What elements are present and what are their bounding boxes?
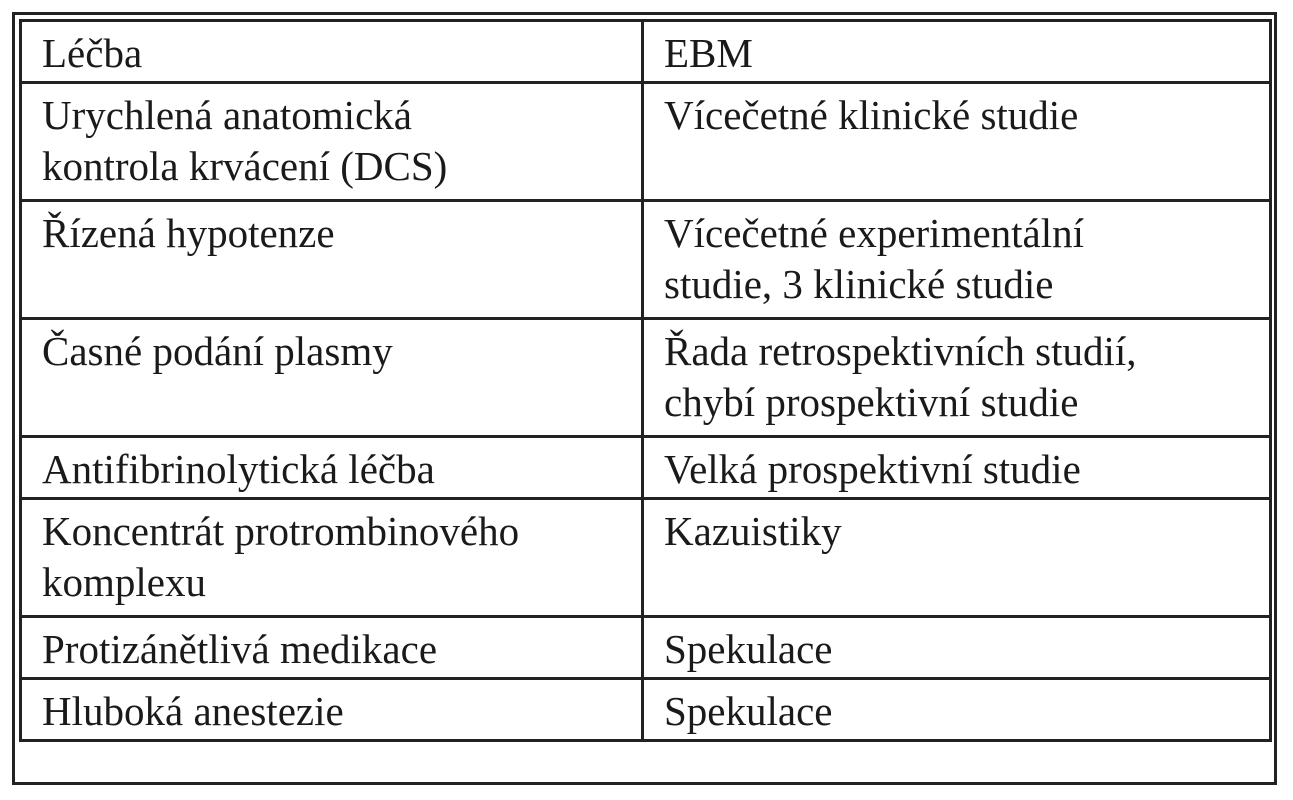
table-row xyxy=(21,83,1271,201)
treatment-cell: Urychlená anatomická kontrola krvácení (DCS) xyxy=(21,83,643,201)
header-cell-ebm: EBM xyxy=(643,21,1271,83)
header-cell-treatment: Léčba xyxy=(21,21,643,83)
evidence-cell: Vícečetné experimentální studie, 3 klinické studie xyxy=(643,201,1271,319)
evidence-cell: Spekulace xyxy=(643,617,1271,679)
treatment-evidence-table xyxy=(19,19,1272,742)
table-row xyxy=(21,679,1271,741)
treatment-cell: Koncentrát protrombinového komplexu xyxy=(21,499,643,617)
evidence-cell: Velká prospektivní studie xyxy=(643,437,1271,499)
treatment-cell: Antifibrinolytická léčba xyxy=(21,437,643,499)
evidence-cell: Kazuistiky xyxy=(643,499,1271,617)
evidence-cell: Řada retrospektivních studií, chybí prospektivní studie xyxy=(643,319,1271,437)
evidence-cell: Vícečetné klinické studie xyxy=(643,83,1271,201)
table-row xyxy=(21,201,1271,319)
treatment-cell: Protizánětlivá medikace xyxy=(21,617,643,679)
evidence-cell: Spekulace xyxy=(643,679,1271,741)
table-row xyxy=(21,437,1271,499)
table-row xyxy=(21,617,1271,679)
table-row xyxy=(21,499,1271,617)
table-row xyxy=(21,319,1271,437)
treatment-cell: Řízená hypotenze xyxy=(21,201,643,319)
treatment-cell: Časné podání plasmy xyxy=(21,319,643,437)
treatment-cell: Hluboká anestezie xyxy=(21,679,643,741)
table-header-row xyxy=(21,21,1271,83)
